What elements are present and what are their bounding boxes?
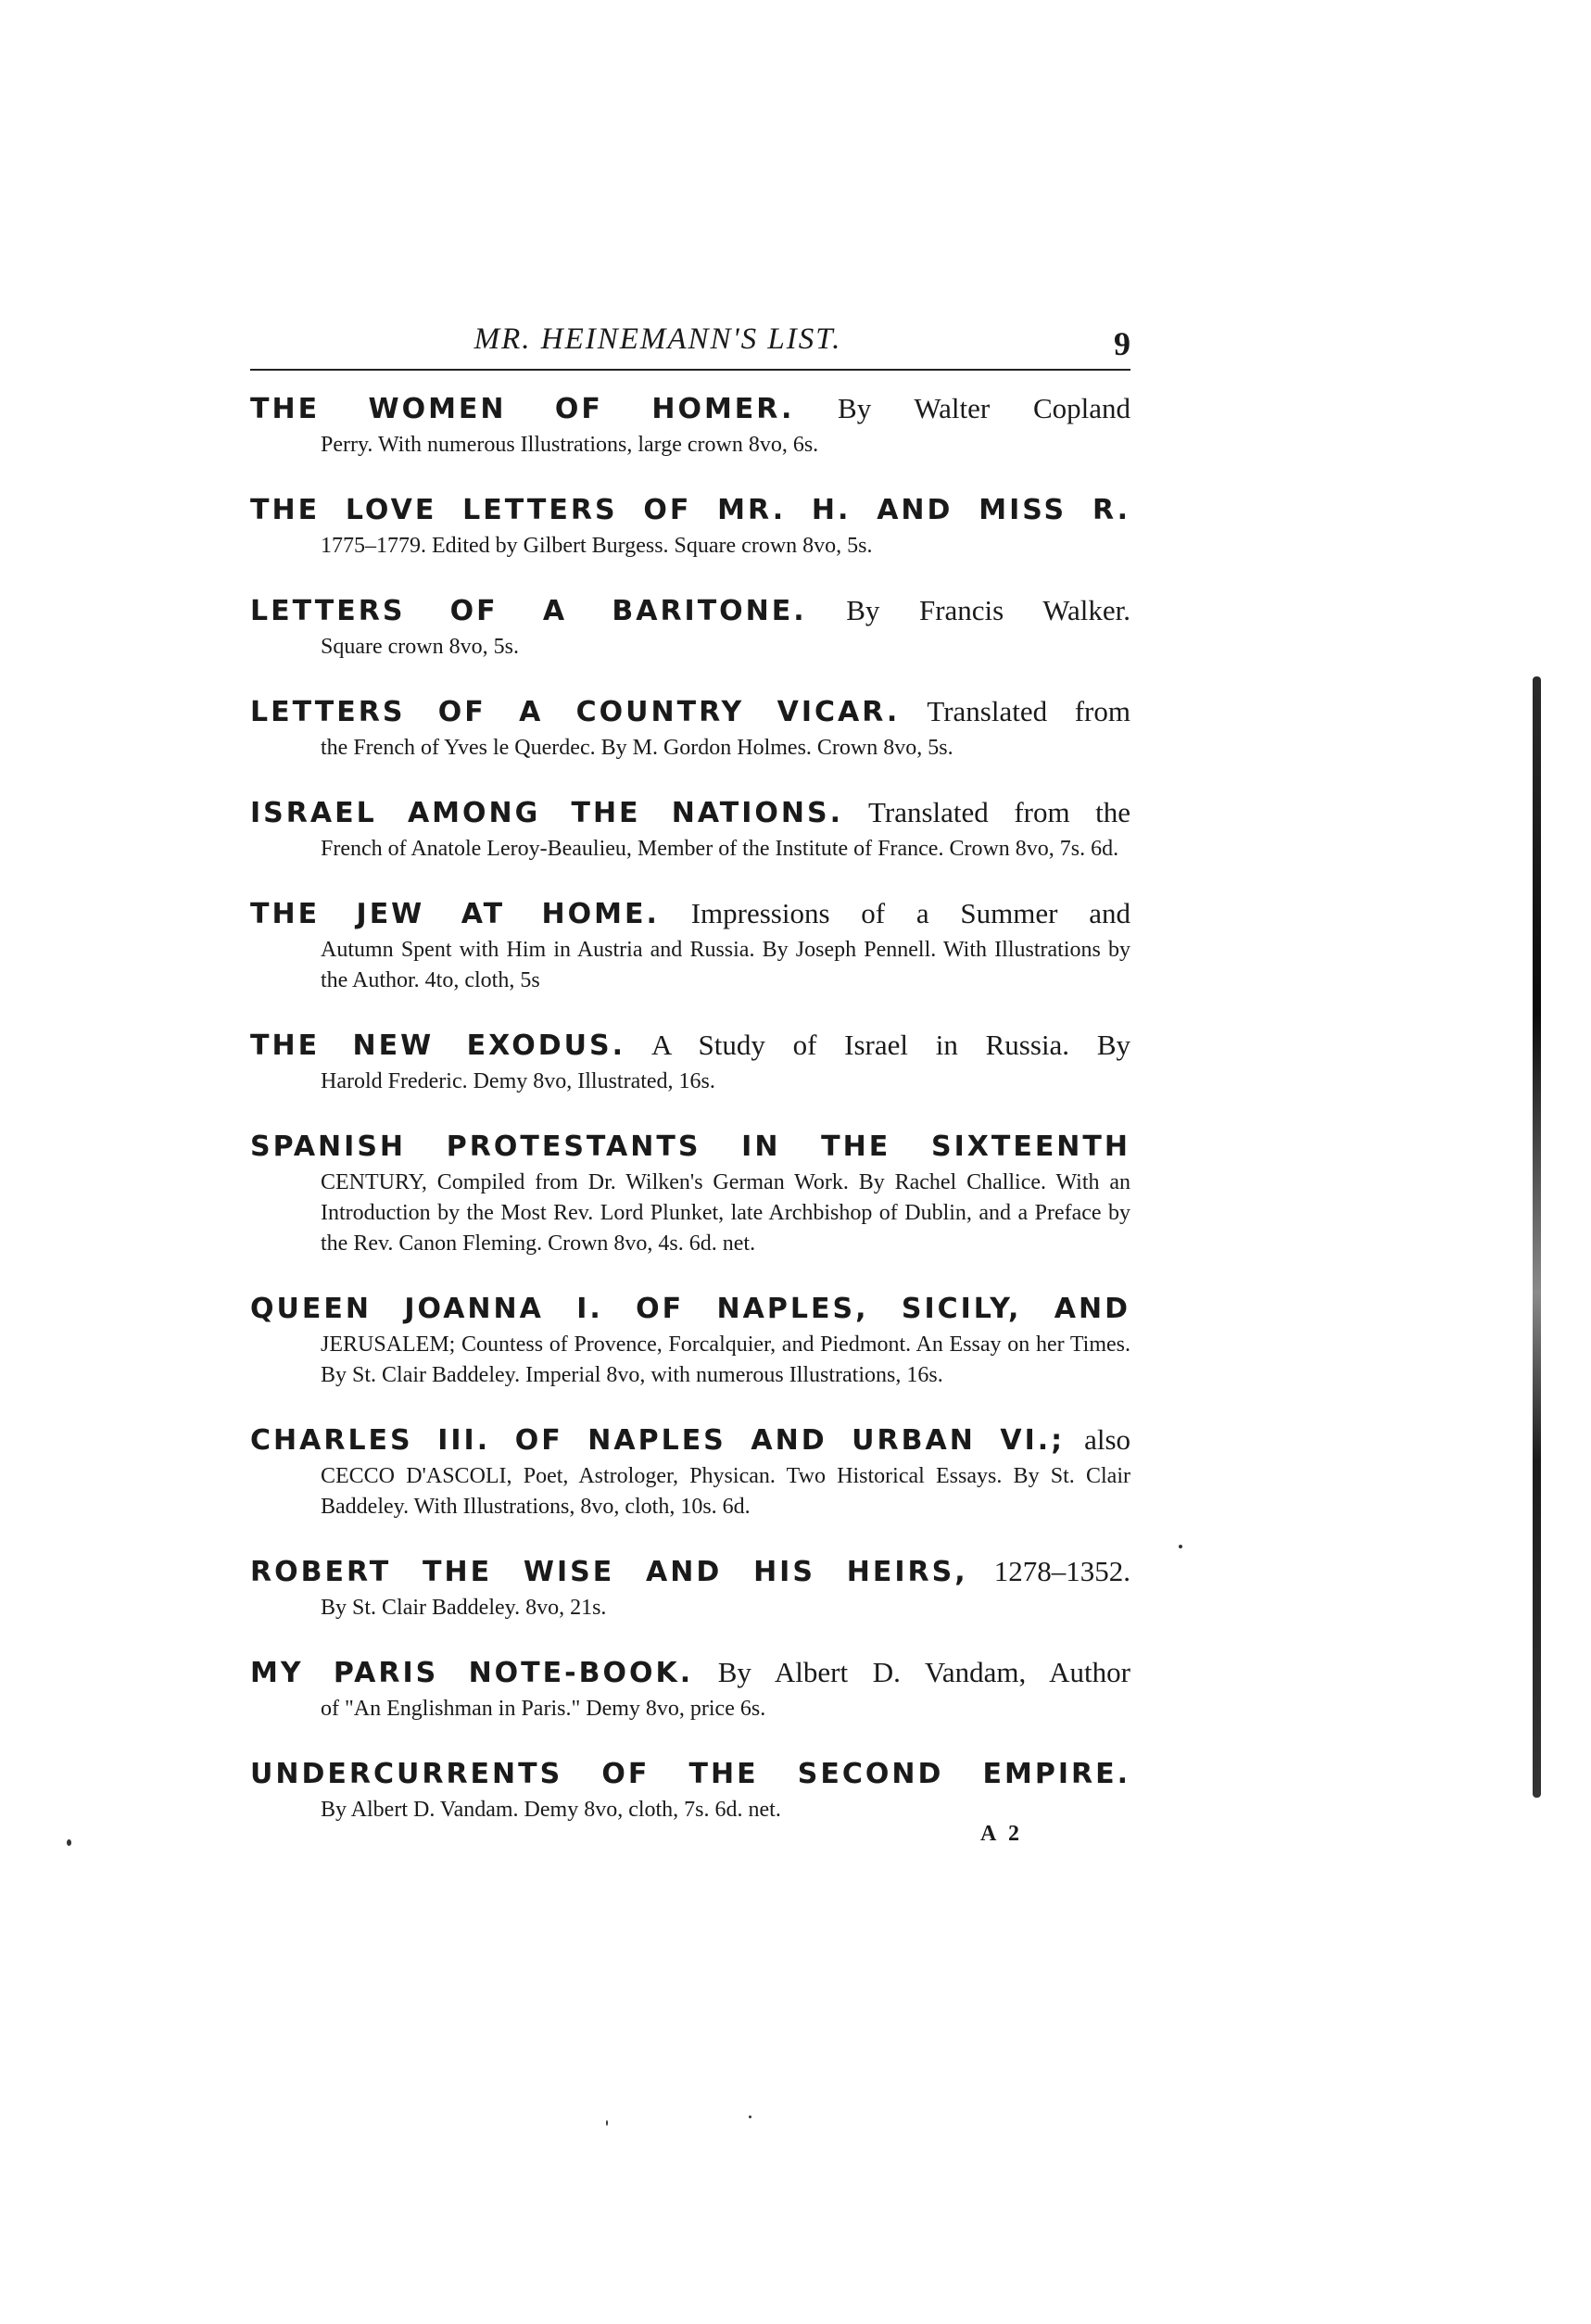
running-head (250, 322, 1130, 363)
entry-heading-text: Translated from the (843, 796, 1131, 828)
entry-heading (250, 589, 1130, 632)
book-title: CHARLES III. OF NAPLES AND URBAN VI.; (250, 1424, 1066, 1457)
entry-heading (250, 387, 1130, 430)
entry-heading-text: A Study of Israel in Russia. By (625, 1029, 1130, 1061)
list-item (250, 1651, 1130, 1724)
book-title: THE WOMEN OF HOMER. (250, 393, 795, 425)
entry-heading (250, 1550, 1130, 1593)
list-item (250, 791, 1130, 865)
scan-margin-artifact (1533, 676, 1541, 1798)
list-item (250, 892, 1130, 996)
entry-heading-text: 1278–1352. (967, 1555, 1130, 1587)
entry-description: Square crown 8vo, 5s. (321, 635, 519, 659)
running-title: MR. HEINEMANN'S LIST. (474, 322, 842, 356)
book-title: QUEEN JOANNA I. OF NAPLES, SICILY, AND (250, 1293, 1130, 1325)
list-item (250, 1125, 1130, 1259)
entry-heading (250, 690, 1130, 733)
book-title: THE JEW AT HOME. (250, 898, 660, 930)
entry-heading-text: Impressions of a Summer and (659, 897, 1130, 929)
entry-description: French of Anatole Leroy-Beaulieu, Member of the Institute of France. Crown 8vo, 7s. 6d. (321, 837, 1119, 861)
book-title: LETTERS OF A BARITONE. (250, 595, 807, 627)
page-number: 9 (1114, 325, 1130, 362)
entry-description: Autumn Spent with Him in Austria and Russia. By Joseph Pennell. With Illustrations by the Author. 4to, cloth, 5s (321, 938, 1130, 992)
header-rule (250, 369, 1130, 371)
list-item (250, 589, 1130, 663)
book-title: ISRAEL AMONG THE NATIONS. (250, 797, 844, 829)
book-title: ROBERT THE WISE AND HIS HEIRS, (250, 1556, 968, 1588)
scan-speck (1179, 1545, 1182, 1548)
entry-description: 1775–1779. Edited by Gilbert Burgess. Square crown 8vo, 5s. (321, 534, 873, 558)
entry-description: CENTURY, Compiled from Dr. Wilken's German Work. By Rachel Challice. With an Introduction by the Most Rev. Lord Plunket, late Archbishop of Dublin, and a Preface by the Rev. Canon Fleming. Crown 8vo, 4s. 6d. net. (321, 1170, 1130, 1256)
scan-speck (67, 1839, 71, 1846)
entry-description: By Albert D. Vandam. Demy 8vo, cloth, 7s. 6d. net. (321, 1798, 781, 1822)
list-item (250, 1287, 1130, 1391)
book-title: LETTERS OF A COUNTRY VICAR. (250, 696, 901, 728)
entry-heading (250, 1287, 1130, 1330)
entry-description: Harold Frederic. Demy 8vo, Illustrated, 16s. (321, 1069, 715, 1093)
entry-heading (250, 791, 1130, 834)
book-title: THE NEW EXODUS. (250, 1029, 625, 1062)
entry-heading (250, 1651, 1130, 1694)
entry-description: of "An Englishman in Paris." Demy 8vo, price 6s. (321, 1697, 766, 1721)
book-title: THE LOVE LETTERS OF MR. H. AND MISS R. (250, 494, 1130, 526)
scan-speck (606, 2120, 608, 2126)
list-item (250, 1024, 1130, 1097)
entry-heading (250, 488, 1130, 531)
entry-heading-text: By Albert D. Vandam, Author (693, 1656, 1130, 1688)
list-item (250, 690, 1130, 764)
entry-heading (250, 1419, 1130, 1461)
book-list (250, 387, 1130, 1853)
scan-speck (749, 2116, 751, 2118)
entry-description: By St. Clair Baddeley. 8vo, 21s. (321, 1596, 607, 1620)
list-item (250, 1550, 1130, 1623)
entry-heading (250, 1125, 1130, 1168)
entry-heading-text: By Francis Walker. (806, 594, 1130, 626)
signature-mark: A 2 (980, 1822, 1024, 1846)
book-title: MY PARIS NOTE-BOOK. (250, 1657, 694, 1689)
entry-heading-text: Translated from (900, 695, 1130, 727)
list-item (250, 387, 1130, 461)
entry-description: the French of Yves le Querdec. By M. Gordon Holmes. Crown 8vo, 5s. (321, 736, 953, 760)
list-item (250, 1419, 1130, 1522)
entry-description: JERUSALEM; Countess of Provence, Forcalquier, and Piedmont. An Essay on her Times. By St. Clair Baddeley. Imperial 8vo, with numerous Illustrations, 16s. (321, 1333, 1130, 1387)
entry-heading (250, 1024, 1130, 1067)
entry-heading-text: By Walter Copland (794, 392, 1130, 424)
entry-description: CECCO D'ASCOLI, Poet, Astrologer, Physican. Two Historical Essays. By St. Clair Baddeley. With Illustrations, 8vo, cloth, 10s. 6d. (321, 1464, 1130, 1519)
entry-heading-text: also (1065, 1423, 1131, 1456)
list-item (250, 1752, 1130, 1825)
entry-description: Perry. With numerous Illustrations, large crown 8vo, 6s. (321, 433, 819, 457)
book-title: SPANISH PROTESTANTS IN THE SIXTEENTH (250, 1130, 1130, 1163)
entry-heading (250, 1752, 1130, 1795)
book-title: UNDERCURRENTS OF THE SECOND EMPIRE. (250, 1758, 1130, 1790)
entry-heading (250, 892, 1130, 935)
list-item (250, 488, 1130, 562)
